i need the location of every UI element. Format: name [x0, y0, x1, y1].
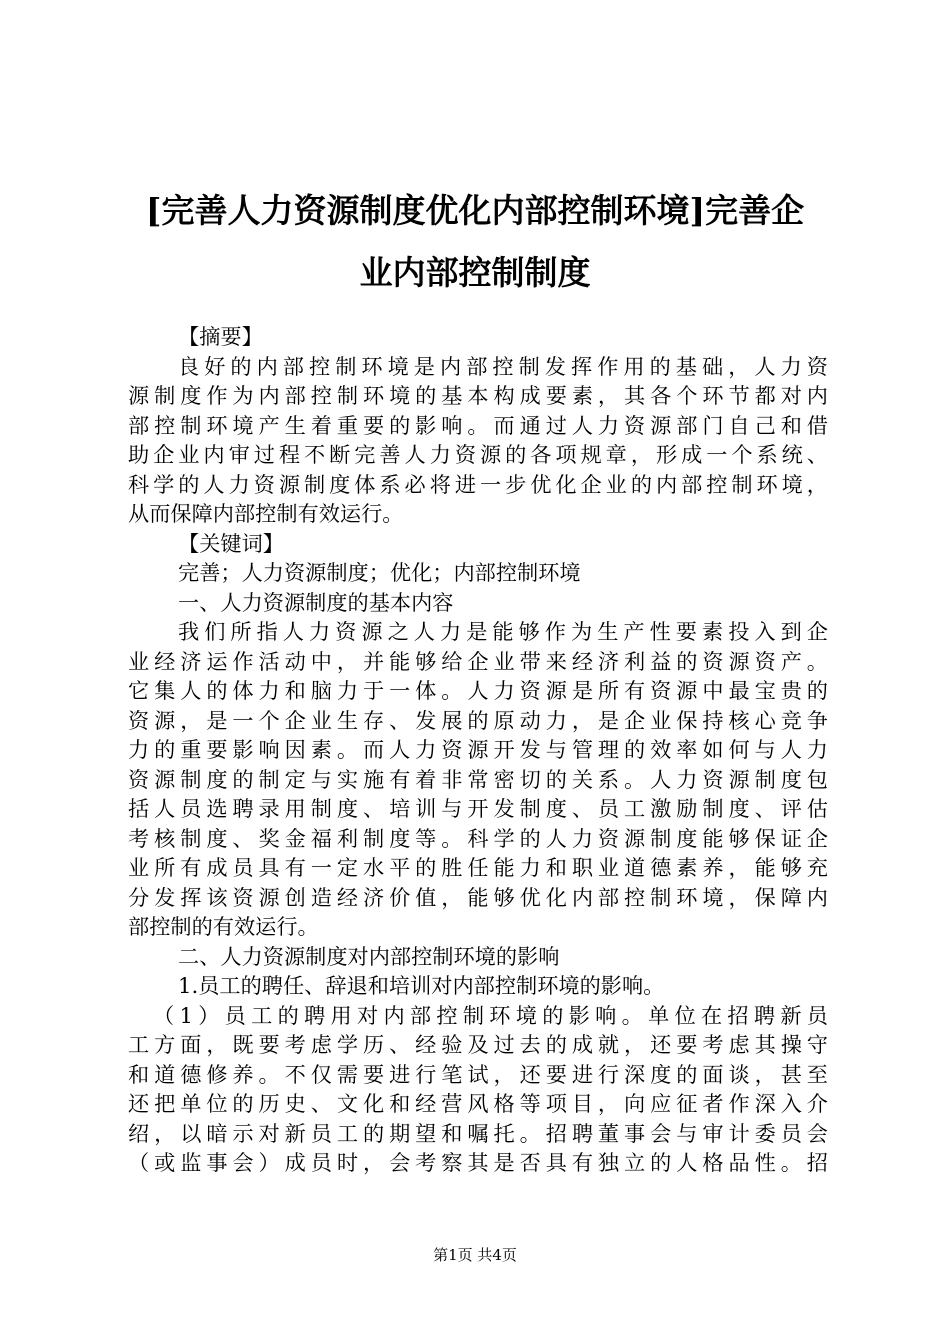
section-1-line: 括人员选聘录用制度、培训与开发制度、员工激励制度、评估 — [128, 796, 828, 821]
section-1-line: 部控制的有效运行。 — [128, 914, 319, 939]
section-1-line: 资源，是一个企业生存、发展的原动力，是企业保持核心竞争 — [128, 707, 828, 733]
section-2-heading: 二、人力资源制度对内部控制环境的影响 — [178, 943, 560, 969]
section-1-heading: 一、人力资源制度的基本内容 — [178, 589, 454, 615]
abstract-line: 从而保障内部控制有效运行。 — [128, 501, 404, 526]
abstract-line: 助企业内审过程不断完善人力资源的各项规章，形成一个系统、 — [128, 442, 828, 467]
section-1-line: 资源制度的制定与实施有着非常密切的关系。人力资源制度包 — [128, 766, 828, 792]
document-body — [128, 322, 828, 1178]
subsection-1-line: 工方面，既要考虑学历、经验及过去的成就，还要考虑其操守 — [128, 1032, 828, 1057]
title-line-2: 业内部控制制度 — [359, 253, 591, 292]
section-1-line: 它集人的体力和脑力于一体。人力资源是所有资源中最宝贵的 — [128, 678, 828, 703]
section-1-line: 力的重要影响因素。而人力资源开发与管理的效率如何与人力 — [128, 737, 828, 762]
abstract-line: 良好的内部控制环境是内部控制发挥作用的基础，人力资 — [178, 353, 828, 379]
document-title — [120, 180, 830, 304]
section-1-line: 我们所指人力资源之人力是能够作为生产性要素投入到企 — [178, 619, 828, 644]
subsection-1-heading: 1.员工的聘任、辞退和培训对内部控制环境的影响。 — [178, 973, 665, 998]
title-line-1: [完善人力资源制度优化内部控制环境]完善企 — [145, 191, 805, 230]
subsection-1-line: 绍，以暗示对新员工的期望和嘱托。招聘董事会与审计委员会 — [128, 1120, 828, 1146]
keywords-text: 完善；人力资源制度；优化；内部控制环境 — [178, 560, 581, 585]
subsection-1-line: （或监事会）成员时，会考察其是否具有独立的人格品性。招 — [128, 1150, 828, 1175]
keywords-heading: 【关键词】 — [178, 530, 284, 556]
abstract-line: 科学的人力资源制度体系必将进一步优化企业的内部控制环境， — [128, 471, 828, 497]
abstract-line: 部控制环境产生着重要的影响。而通过人力资源部门自己和借 — [128, 412, 828, 438]
page-footer: 第1页 共4页 — [433, 1246, 517, 1264]
section-1-line: 考核制度、奖金福利制度等。科学的人力资源制度能够保证企 — [128, 825, 828, 851]
subsection-1-line: （1）员工的聘用对内部控制环境的影响。单位在招聘新员 — [153, 1002, 828, 1028]
section-1-line: 分发挥该资源创造经济价值，能够优化内部控制环境，保障内 — [128, 884, 828, 910]
section-1-line: 业所有成员具有一定水平的胜任能力和职业道德素养，能够充 — [128, 855, 828, 880]
abstract-line: 源制度作为内部控制环境的基本构成要素，其各个环节都对内 — [128, 383, 828, 408]
abstract-heading: 【摘要】 — [178, 324, 263, 349]
subsection-1-line: 和道德修养。不仅需要进行笔试，还要进行深度的面谈，甚至 — [128, 1061, 828, 1087]
subsection-1-line: 还把单位的历史、文化和经营风格等项目，向应征者作深入介 — [128, 1091, 828, 1116]
section-1-line: 业经济运作活动中，并能够给企业带来经济利益的资源资产。 — [128, 648, 828, 674]
